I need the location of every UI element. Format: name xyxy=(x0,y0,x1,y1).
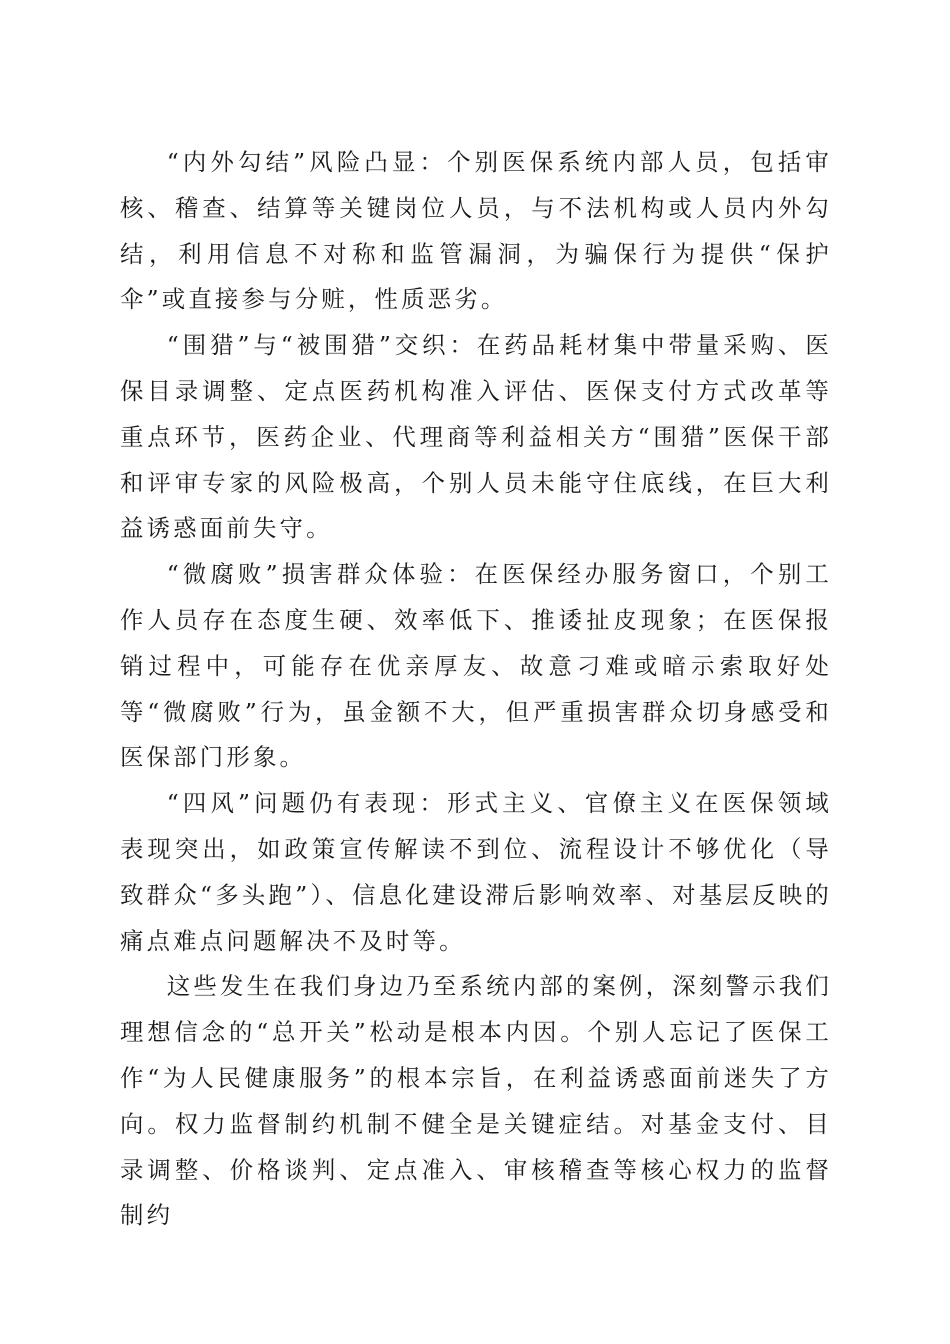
paragraph-micro-corruption: “微腐败”损害群众体验：在医保经办服务窗口，个别工作人员存在态度生硬、效率低下、推诿扯皮现象；在医保报销过程中，可能存在优亲厚友、故意刁难或暗示索取好处等“微腐败”行为，虽金额不大，但严重损害群众切身感受和医保部门形象。 xyxy=(120,560,832,772)
document-body xyxy=(120,140,832,1239)
paragraph-warning-cases: 这些发生在我们身边乃至系统内部的案例，深刻警示我们理想信念的“总开关”松动是根本内因。个别人忘记了医保工作“为人民健康服务”的根本宗旨，在利益诱惑面前迷失了方向。权力监督制约机制不健全是关键症结。对基金支付、目录调整、价格谈判、定点准入、审核稽查等核心权力的监督制约 xyxy=(120,972,832,1230)
paragraph-hunting: “围猎”与“被围猎”交织：在药品耗材集中带量采购、医保目录调整、定点医药机构准入评估、医保支付方式改革等重点环节，医药企业、代理商等利益相关方“围猎”医保干部和评审专家的风险极高，个别人员未能守住底线，在巨大利益诱惑面前失守。 xyxy=(120,331,832,543)
paragraph-inside-outside-collusion: “内外勾结”风险凸显：个别医保系统内部人员，包括审核、稽查、结算等关键岗位人员，与不法机构或人员内外勾结，利用信息不对称和监管漏洞，为骗保行为提供“保护伞”或直接参与分赃，性质恶劣。 xyxy=(120,148,832,314)
paragraph-four-styles: “四风”问题仍有表现：形式主义、官僚主义在医保领域表现突出，如政策宣传解读不到位、流程设计不够优化（导致群众“多头跑”）、信息化建设滞后影响效率、对基层反映的痛点难点问题解决不及时等。 xyxy=(120,789,832,955)
